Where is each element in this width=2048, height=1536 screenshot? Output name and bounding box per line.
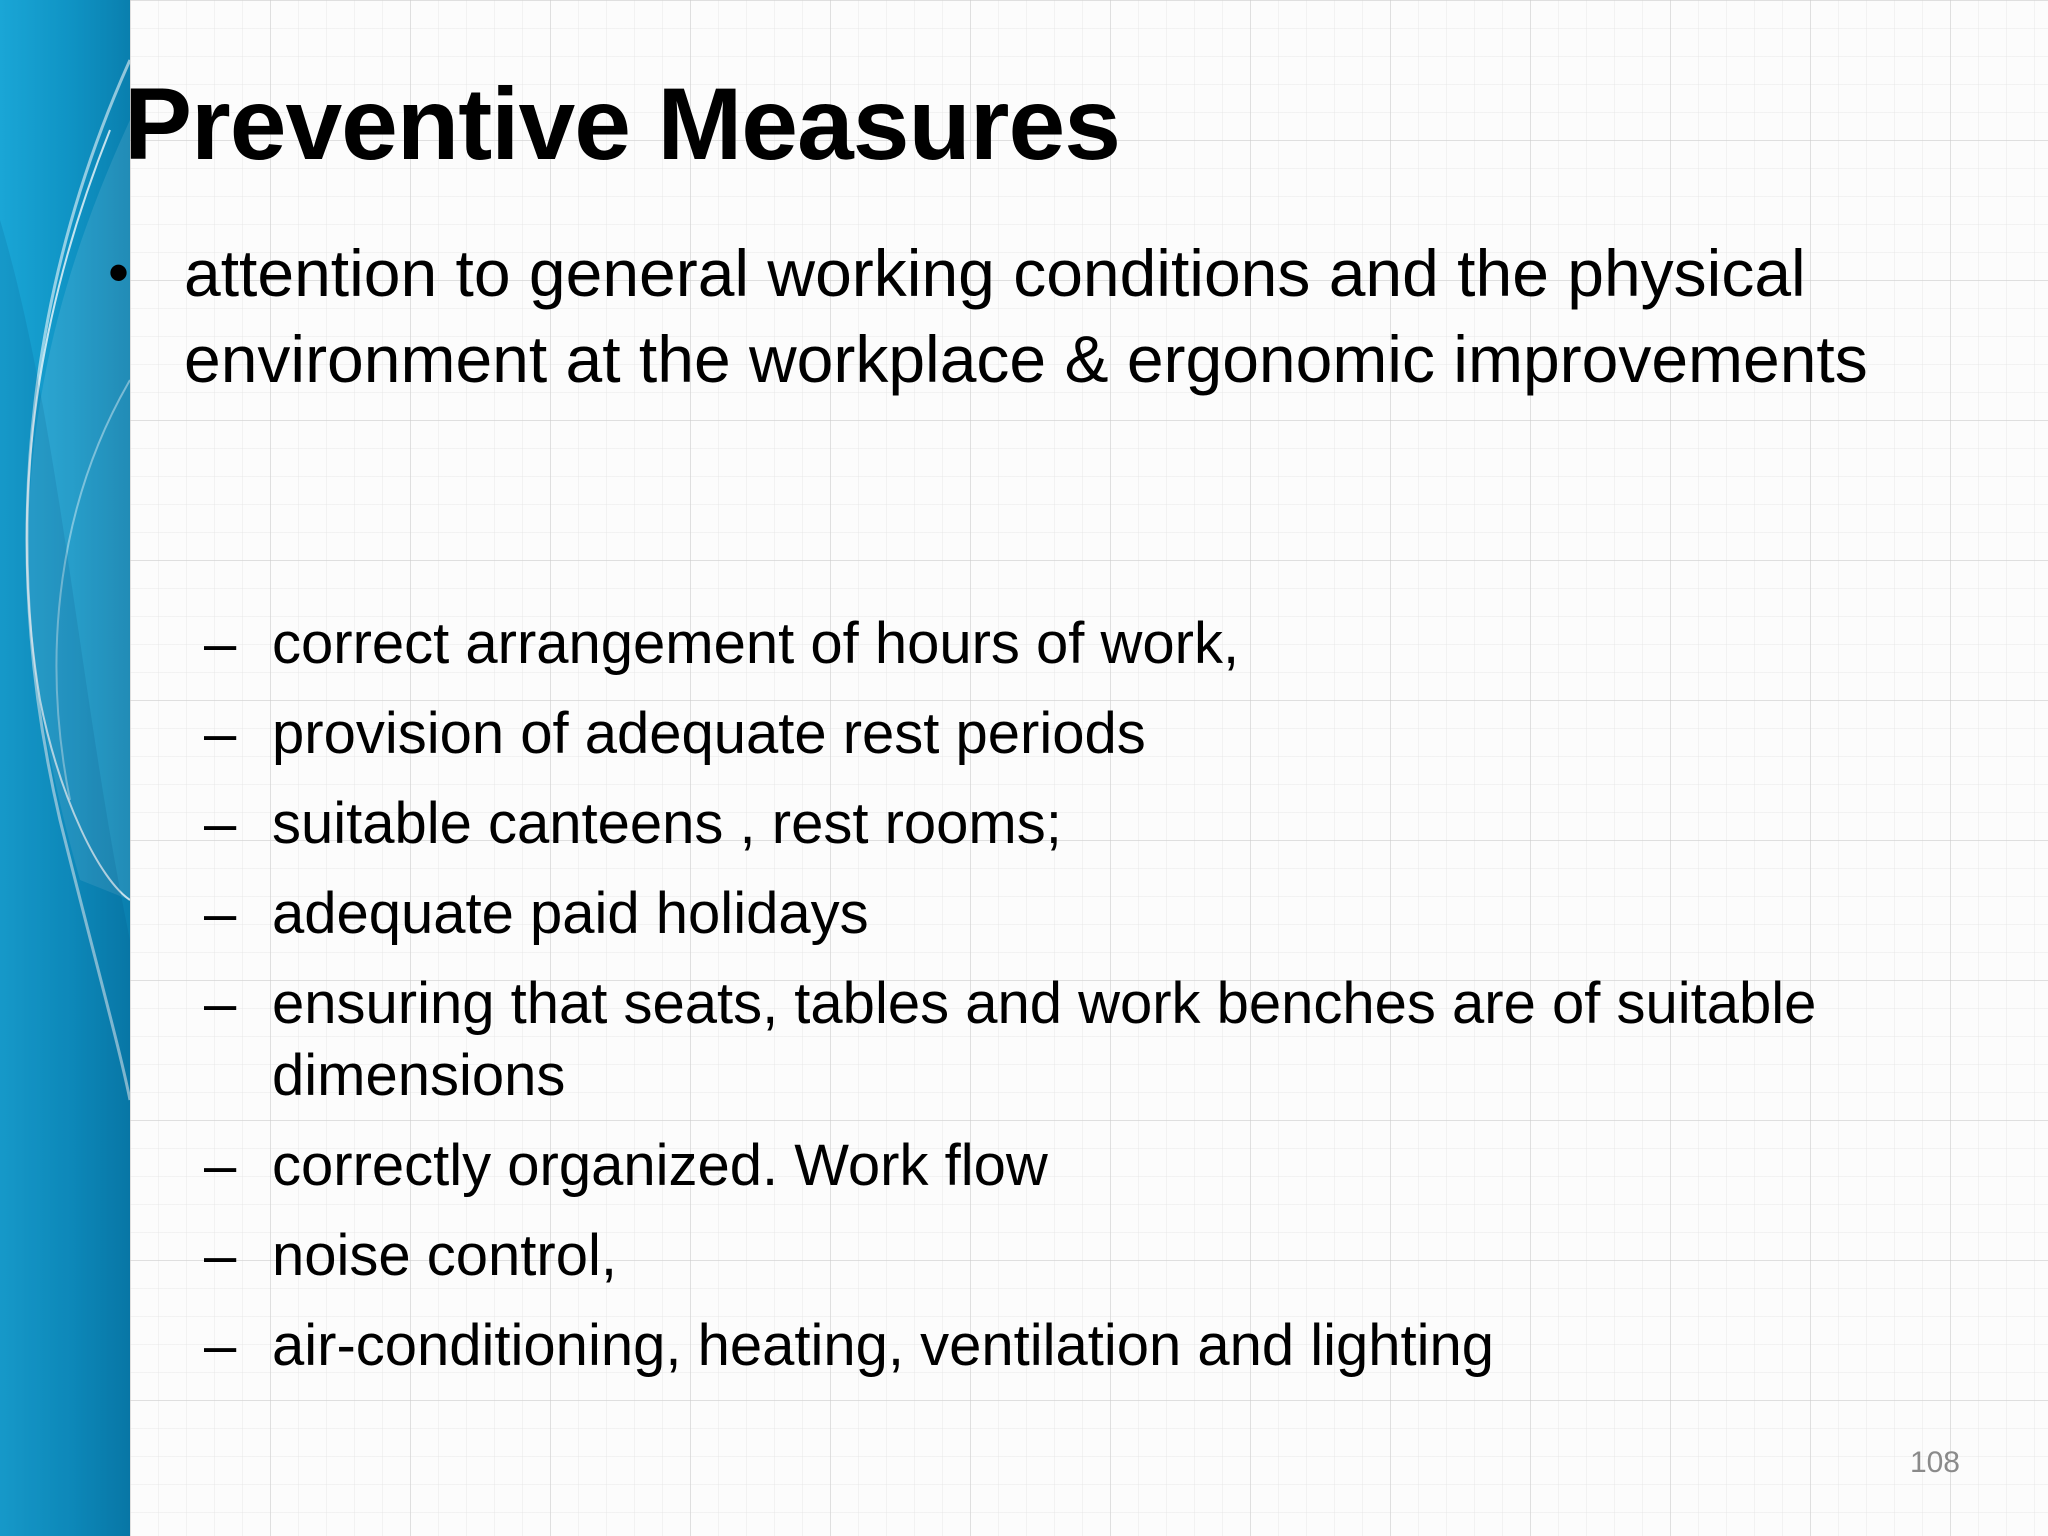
dash-icon: – xyxy=(204,1133,237,1198)
list-item-text: correct arrangement of hours of work, xyxy=(272,611,1240,676)
main-bullet xyxy=(108,230,1908,402)
list-item xyxy=(204,608,1964,680)
dash-icon: – xyxy=(204,701,237,766)
list-item-text: noise control, xyxy=(272,1223,617,1288)
dash-icon: – xyxy=(204,971,237,1036)
dash-icon: – xyxy=(204,881,237,946)
dash-icon: – xyxy=(204,1223,237,1288)
main-bullet-text: attention to general working conditions and the physical environment at the workplace & ergonomic improvements xyxy=(184,236,1868,396)
sub-bullet-list xyxy=(204,608,1964,1400)
list-item-text: suitable canteens , rest rooms; xyxy=(272,791,1062,856)
list-item xyxy=(204,878,1964,950)
dash-icon: – xyxy=(204,611,237,676)
list-item xyxy=(204,698,1964,770)
page-number: 108 xyxy=(1909,1446,1960,1479)
dash-icon: – xyxy=(204,1313,237,1378)
list-item-text: adequate paid holidays xyxy=(272,881,869,946)
list-item-text: correctly organized. Work flow xyxy=(272,1133,1048,1198)
list-item xyxy=(204,968,1964,1112)
list-item xyxy=(204,1310,1964,1382)
list-item-text: air-conditioning, heating, ventilation and lighting xyxy=(272,1313,1495,1378)
list-item-text: provision of adequate rest periods xyxy=(272,701,1146,766)
list-item-text: ensuring that seats, tables and work benches are of suitable dimensions xyxy=(272,971,1817,1108)
list-item xyxy=(204,788,1964,860)
bullet-icon: • xyxy=(108,239,130,306)
list-item xyxy=(204,1130,1964,1202)
list-item xyxy=(204,1220,1964,1292)
dash-icon: – xyxy=(204,791,237,856)
slide-title: Preventive Measures xyxy=(124,67,1120,181)
